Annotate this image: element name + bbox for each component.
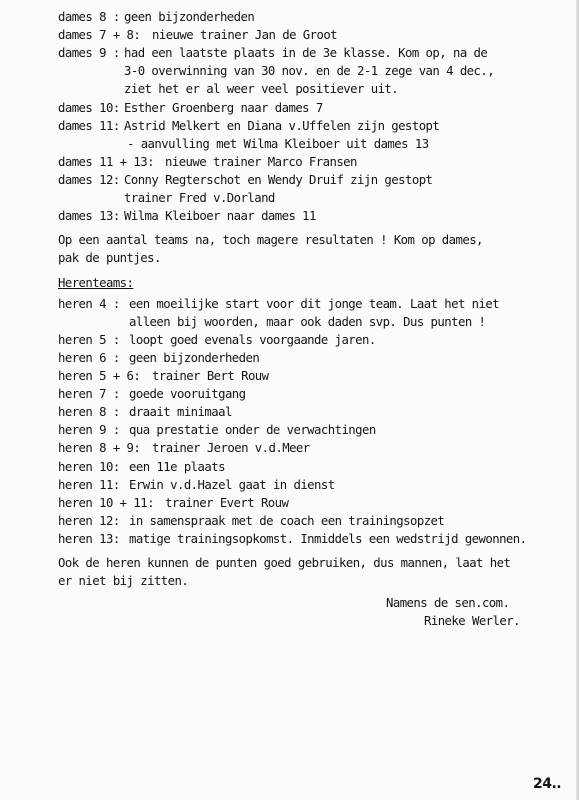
line-label: heren 6 :: [58, 351, 120, 365]
line-label: heren 8 + 9:: [58, 441, 141, 455]
line-label: heren 4 :: [58, 297, 120, 311]
dames-line: [58, 209, 316, 223]
dames-line: [124, 191, 275, 205]
line-text: nieuwe trainer Jan de Groot: [152, 28, 338, 42]
dames-line: [58, 46, 487, 60]
heren-line: [58, 297, 499, 311]
dames-line: [58, 28, 337, 42]
line-text: had een laatste plaats in de 3e klasse. Kom op, na de: [124, 46, 488, 60]
line-text: nieuwe trainer Marco Fransen: [165, 155, 357, 169]
line-text: een 11e plaats: [129, 460, 225, 474]
heren-line: [58, 478, 335, 492]
line-label: dames 8 :: [58, 10, 120, 24]
line-label: dames 11:: [58, 119, 120, 133]
line-text: loopt goed evenals voorgaande jaren.: [129, 333, 376, 347]
line-text: geen bijzonderheden: [129, 351, 260, 365]
line-text: Erwin v.d.Hazel gaat in dienst: [129, 478, 335, 492]
line-text: - aanvulling met Wilma Kleiboer uit dames 13: [127, 137, 429, 151]
line-text: Esther Groenberg naar dames 7: [124, 101, 323, 115]
line-label: heren 5 :: [58, 333, 120, 347]
signature-name: Rineke Werler.: [424, 614, 520, 628]
heren-line: [58, 387, 246, 401]
line-label: dames 13:: [58, 209, 120, 223]
line-text: draait minimaal: [129, 405, 232, 419]
line-text: matige trainingsopkomst. Inmiddels een wedstrijd gewonnen.: [129, 532, 527, 546]
line-label: heren 7 :: [58, 387, 120, 401]
line-label: heren 9 :: [58, 423, 120, 437]
line-label: heren 10 + 11:: [58, 496, 154, 510]
line-text: trainer Jeroen v.d.Meer: [152, 441, 310, 455]
line-text: trainer Bert Rouw: [152, 369, 269, 383]
heren-line: [58, 532, 527, 546]
line-label: dames 9 :: [58, 46, 120, 60]
dames-closing-line: pak de puntjes.: [58, 251, 161, 265]
line-label: dames 12:: [58, 173, 120, 187]
line-text: in samenspraak met de coach een trainingsopzet: [129, 514, 445, 528]
heren-line: [58, 514, 444, 528]
dames-line: [127, 137, 429, 151]
line-label: heren 8 :: [58, 405, 120, 419]
line-text: goede vooruitgang: [129, 387, 246, 401]
heren-line: [58, 369, 269, 383]
heren-line: [58, 460, 225, 474]
line-text: Wilma Kleiboer naar dames 11: [124, 209, 316, 223]
dames-line: [58, 155, 357, 169]
heren-closing-line: er niet bij zitten.: [58, 574, 189, 588]
signature-committee: Namens de sen.com.: [386, 596, 510, 610]
dames-closing-line: Op een aantal teams na, toch magere resultaten ! Kom op dames,: [58, 233, 483, 247]
line-text: alleen bij woorden, maar ook daden svp. Dus punten !: [129, 315, 486, 329]
line-text: geen bijzonderheden: [124, 10, 255, 24]
dames-line: [58, 10, 254, 24]
line-text: trainer Fred v.Dorland: [124, 191, 275, 205]
heren-line: [58, 405, 232, 419]
dames-line: [58, 101, 323, 115]
heren-line: [58, 441, 310, 455]
heren-line: [58, 496, 288, 510]
heren-closing-line: Ook de heren kunnen de punten goed gebruiken, dus mannen, laat het: [58, 556, 511, 570]
line-text: Conny Regterschot en Wendy Druif zijn gestopt: [124, 173, 433, 187]
line-label: heren 5 + 6:: [58, 369, 141, 383]
line-label: dames 10:: [58, 101, 120, 115]
line-label: heren 12:: [58, 514, 120, 528]
line-text: 3-0 overwinning van 30 nov. en de 2-1 zege van 4 dec.,: [124, 64, 495, 78]
line-text: een moeilijke start voor dit jonge team. Laat het niet: [129, 297, 500, 311]
line-text: qua prestatie onder de verwachtingen: [129, 423, 376, 437]
dames-line: [58, 173, 432, 187]
heren-line: [58, 333, 376, 347]
section-heading: Herenteams:: [58, 276, 134, 290]
line-text: ziet het er al weer veel positiever uit.: [124, 82, 399, 96]
line-text: Astrid Melkert en Diana v.Uffelen zijn gestopt: [124, 119, 440, 133]
line-label: dames 11 + 13:: [58, 155, 154, 169]
dames-line: [124, 64, 494, 78]
heren-line: [58, 351, 259, 365]
line-label: heren 11:: [58, 478, 120, 492]
dames-line: [58, 119, 439, 133]
heren-line: [58, 423, 376, 437]
dames-line: [124, 82, 398, 96]
line-label: dames 7 + 8:: [58, 28, 141, 42]
page-number: 24..: [533, 776, 562, 792]
line-label: heren 13:: [58, 532, 120, 546]
heren-line: [129, 315, 485, 329]
line-label: heren 10:: [58, 460, 120, 474]
line-text: trainer Evert Rouw: [165, 496, 289, 510]
